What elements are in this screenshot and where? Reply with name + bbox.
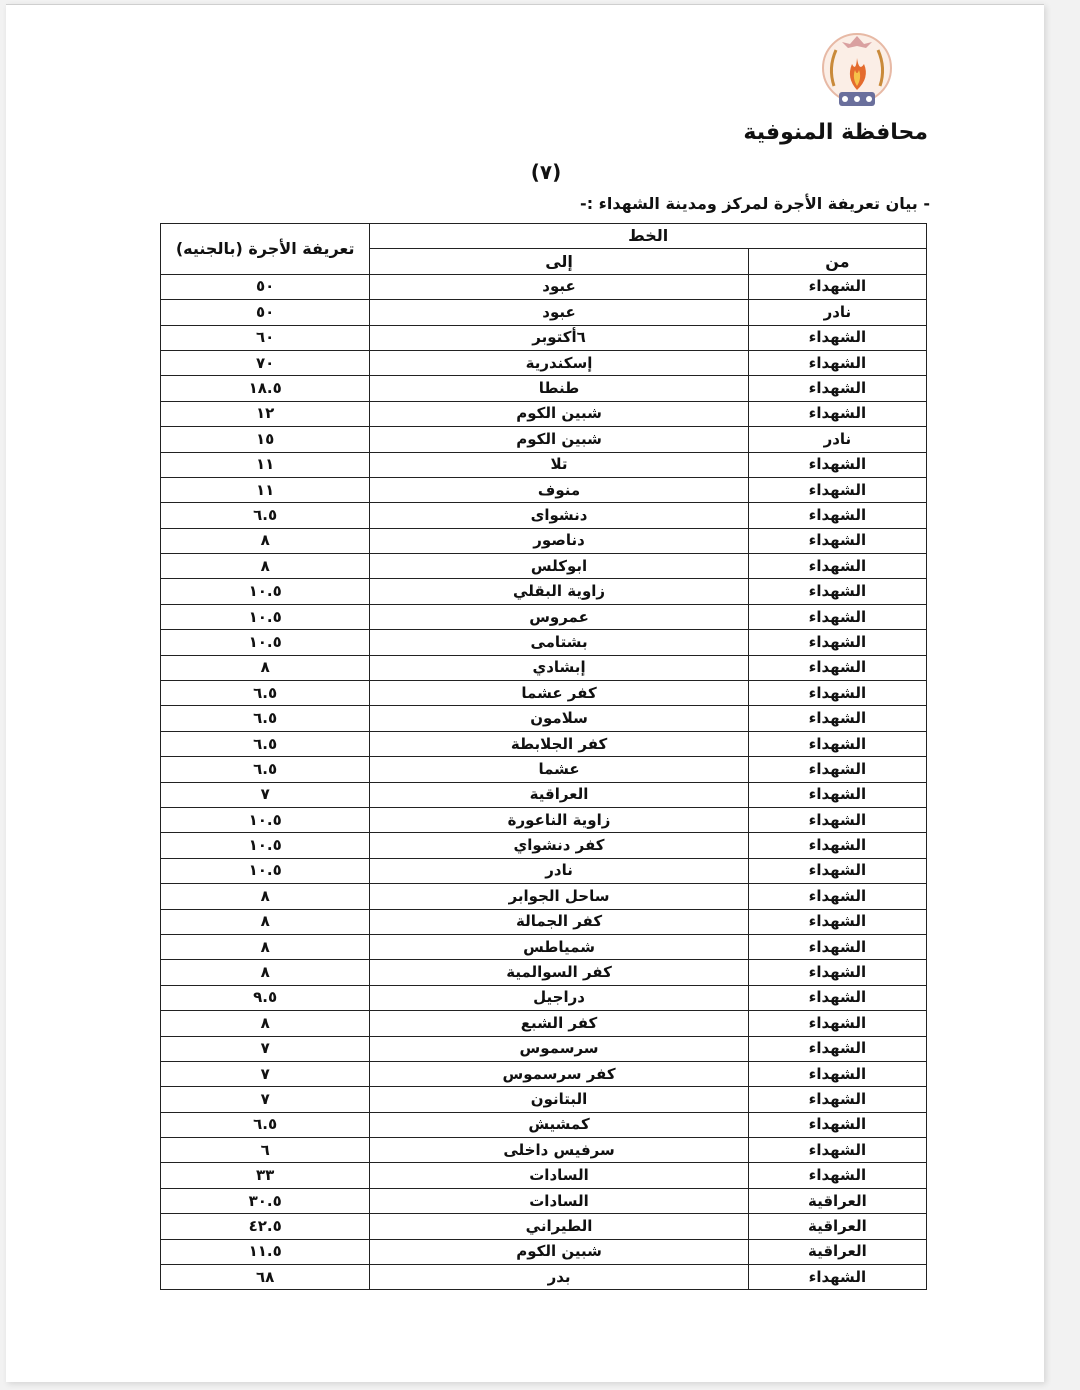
table-row: [161, 985, 927, 1010]
fare-cell: ١٥: [161, 427, 370, 452]
to-cell: إسكندرية: [370, 350, 748, 375]
from-cell: الشهداء: [748, 350, 926, 375]
to-cell: سلامون: [370, 706, 748, 731]
to-cell: سرفيس داخلى: [370, 1138, 748, 1163]
fare-cell: ٨: [161, 960, 370, 985]
fare-cell: ٨: [161, 655, 370, 680]
to-cell: كفر دنشواي: [370, 833, 748, 858]
from-cell: الشهداء: [748, 655, 926, 680]
from-cell: نادر: [748, 427, 926, 452]
to-cell: عبود: [370, 300, 748, 325]
to-cell: السادات: [370, 1188, 748, 1213]
from-cell: الشهداء: [748, 554, 926, 579]
table-row: [161, 706, 927, 731]
table-row: [161, 554, 927, 579]
to-cell: زاوية الناعورة: [370, 807, 748, 832]
to-cell: السادات: [370, 1163, 748, 1188]
from-cell: الشهداء: [748, 934, 926, 959]
table-row: [161, 1011, 927, 1036]
table-row: [161, 807, 927, 832]
to-cell: كفر الجلابطة: [370, 731, 748, 756]
from-cell: العراقية: [748, 1214, 926, 1239]
to-cell: كفر سرسموس: [370, 1061, 748, 1086]
fare-cell: ٧: [161, 1036, 370, 1061]
from-cell: الشهداء: [748, 401, 926, 426]
table-row: [161, 1036, 927, 1061]
from-cell: الشهداء: [748, 858, 926, 883]
to-cell: العراقية: [370, 782, 748, 807]
fare-cell: ٦.٥: [161, 731, 370, 756]
line-header: الخط: [370, 224, 927, 249]
governorate-title: محافظة المنوفية: [743, 120, 928, 145]
header-row: [161, 224, 927, 249]
fare-cell: ٧: [161, 1061, 370, 1086]
table-row: [161, 528, 927, 553]
from-cell: الشهداء: [748, 1265, 926, 1290]
table-row: [161, 350, 927, 375]
table-row: [161, 655, 927, 680]
from-cell: الشهداء: [748, 1011, 926, 1036]
from-cell: الشهداء: [748, 1112, 926, 1137]
from-cell: الشهداء: [748, 1138, 926, 1163]
fare-cell: ٦.٥: [161, 1112, 370, 1137]
table-row: [161, 1188, 927, 1213]
from-cell: الشهداء: [748, 681, 926, 706]
table-row: [161, 300, 927, 325]
to-cell: كمشيش: [370, 1112, 748, 1137]
table-row: [161, 731, 927, 756]
table-row: [161, 274, 927, 299]
from-cell: الشهداء: [748, 325, 926, 350]
fare-cell: ٦.٥: [161, 706, 370, 731]
from-cell: الشهداء: [748, 833, 926, 858]
to-cell: عبود: [370, 274, 748, 299]
from-cell: الشهداء: [748, 452, 926, 477]
from-cell: الشهداء: [748, 503, 926, 528]
to-cell: سرسموس: [370, 1036, 748, 1061]
fare-cell: ٨: [161, 528, 370, 553]
fare-cell: ٣٠.٥: [161, 1188, 370, 1213]
to-cell: دنشواى: [370, 503, 748, 528]
to-cell: شمياطس: [370, 934, 748, 959]
to-cell: كفر الجمالة: [370, 909, 748, 934]
to-cell: ابوكلس: [370, 554, 748, 579]
to-cell: زاوية البقلي: [370, 579, 748, 604]
table-row: [161, 1214, 927, 1239]
to-cell: كفر السوالمية: [370, 960, 748, 985]
from-cell: الشهداء: [748, 1061, 926, 1086]
table-row: [161, 1061, 927, 1086]
to-cell: إبشادي: [370, 655, 748, 680]
to-header: إلى: [370, 249, 748, 274]
from-cell: الشهداء: [748, 731, 926, 756]
fare-cell: ٨: [161, 909, 370, 934]
to-cell: ساحل الجوابر: [370, 884, 748, 909]
from-cell: الشهداء: [748, 757, 926, 782]
table-row: [161, 884, 927, 909]
to-cell: شبين الكوم: [370, 427, 748, 452]
from-cell: الشهداء: [748, 1163, 926, 1188]
fare-cell: ١٠.٥: [161, 858, 370, 883]
to-cell: كفر الشبع: [370, 1011, 748, 1036]
fare-cell: ٦.٥: [161, 681, 370, 706]
fare-cell: ٨: [161, 1011, 370, 1036]
table-caption: - بيان تعريفة الأجرة لمركز ومدينة الشهداء :-: [580, 194, 930, 213]
to-cell: الطيراني: [370, 1214, 748, 1239]
top-rule: [6, 4, 1044, 5]
table-row: [161, 477, 927, 502]
from-cell: الشهداء: [748, 604, 926, 629]
table-row: [161, 960, 927, 985]
from-cell: الشهداء: [748, 1036, 926, 1061]
from-cell: العراقية: [748, 1239, 926, 1264]
from-header: من: [748, 249, 926, 274]
fare-cell: ٨: [161, 884, 370, 909]
fare-cell: ١٠.٥: [161, 579, 370, 604]
table-row: [161, 503, 927, 528]
table-row: [161, 376, 927, 401]
fare-cell: ١٠.٥: [161, 630, 370, 655]
to-cell: البتانون: [370, 1087, 748, 1112]
fare-cell: ١٢: [161, 401, 370, 426]
to-cell: دراجيل: [370, 985, 748, 1010]
table-row: [161, 401, 927, 426]
fare-cell: ١١.٥: [161, 1239, 370, 1264]
fare-cell: ٥٠: [161, 300, 370, 325]
from-cell: الشهداء: [748, 528, 926, 553]
to-cell: طنطا: [370, 376, 748, 401]
from-cell: الشهداء: [748, 579, 926, 604]
to-cell: تلا: [370, 452, 748, 477]
table-row: [161, 1087, 927, 1112]
fare-cell: ٣٣: [161, 1163, 370, 1188]
table-row: [161, 604, 927, 629]
to-cell: كفر عشما: [370, 681, 748, 706]
to-cell: بدر: [370, 1265, 748, 1290]
fare-cell: ٧: [161, 1087, 370, 1112]
to-cell: بشتامى: [370, 630, 748, 655]
document-page: [6, 4, 1044, 1382]
fare-cell: ٥٠: [161, 274, 370, 299]
table-row: [161, 782, 927, 807]
from-cell: الشهداء: [748, 630, 926, 655]
from-cell: الشهداء: [748, 884, 926, 909]
fare-cell: ٦: [161, 1138, 370, 1163]
fare-table: [160, 223, 927, 1290]
fare-cell: ١١: [161, 452, 370, 477]
table-row: [161, 1138, 927, 1163]
table-row: [161, 833, 927, 858]
to-cell: نادر: [370, 858, 748, 883]
table-row: [161, 427, 927, 452]
table-row: [161, 452, 927, 477]
table-row: [161, 630, 927, 655]
fare-cell: ٦.٥: [161, 503, 370, 528]
fare-cell: ١٠.٥: [161, 604, 370, 629]
table-row: [161, 934, 927, 959]
fare-cell: ٩.٥: [161, 985, 370, 1010]
governorate-emblem-icon: [812, 28, 902, 114]
table-row: [161, 579, 927, 604]
fare-cell: ١١: [161, 477, 370, 502]
from-cell: الشهداء: [748, 706, 926, 731]
from-cell: الشهداء: [748, 376, 926, 401]
from-cell: الشهداء: [748, 1087, 926, 1112]
to-cell: ٦أكتوبر: [370, 325, 748, 350]
from-cell: العراقية: [748, 1188, 926, 1213]
fare-cell: ٨: [161, 554, 370, 579]
fare-cell: ٦.٥: [161, 757, 370, 782]
from-cell: الشهداء: [748, 782, 926, 807]
from-cell: الشهداء: [748, 477, 926, 502]
fare-cell: ٧٠: [161, 350, 370, 375]
fare-cell: ٧: [161, 782, 370, 807]
to-cell: شبين الكوم: [370, 1239, 748, 1264]
table-row: [161, 757, 927, 782]
fare-cell: ٨: [161, 934, 370, 959]
table-row: [161, 1265, 927, 1290]
from-cell: الشهداء: [748, 909, 926, 934]
table-row: [161, 858, 927, 883]
table-row: [161, 909, 927, 934]
from-cell: الشهداء: [748, 960, 926, 985]
fare-cell: ٤٢.٥: [161, 1214, 370, 1239]
fare-table-body: [161, 274, 927, 1290]
from-cell: الشهداء: [748, 807, 926, 832]
page-number: (٧): [530, 160, 562, 184]
to-cell: شبين الكوم: [370, 401, 748, 426]
table-row: [161, 1239, 927, 1264]
fare-cell: ١٠.٥: [161, 807, 370, 832]
fare-cell: ١٠.٥: [161, 833, 370, 858]
to-cell: عمروس: [370, 604, 748, 629]
from-cell: الشهداء: [748, 274, 926, 299]
fare-cell: ٦٨: [161, 1265, 370, 1290]
to-cell: دناصور: [370, 528, 748, 553]
table-row: [161, 681, 927, 706]
from-cell: نادر: [748, 300, 926, 325]
from-cell: الشهداء: [748, 985, 926, 1010]
fare-header: تعريفة الأجرة (بالجنيه): [161, 224, 370, 275]
table-row: [161, 1112, 927, 1137]
table-row: [161, 1163, 927, 1188]
fare-cell: ١٨.٥: [161, 376, 370, 401]
to-cell: عشما: [370, 757, 748, 782]
fare-cell: ٦٠: [161, 325, 370, 350]
table-row: [161, 325, 927, 350]
to-cell: منوف: [370, 477, 748, 502]
